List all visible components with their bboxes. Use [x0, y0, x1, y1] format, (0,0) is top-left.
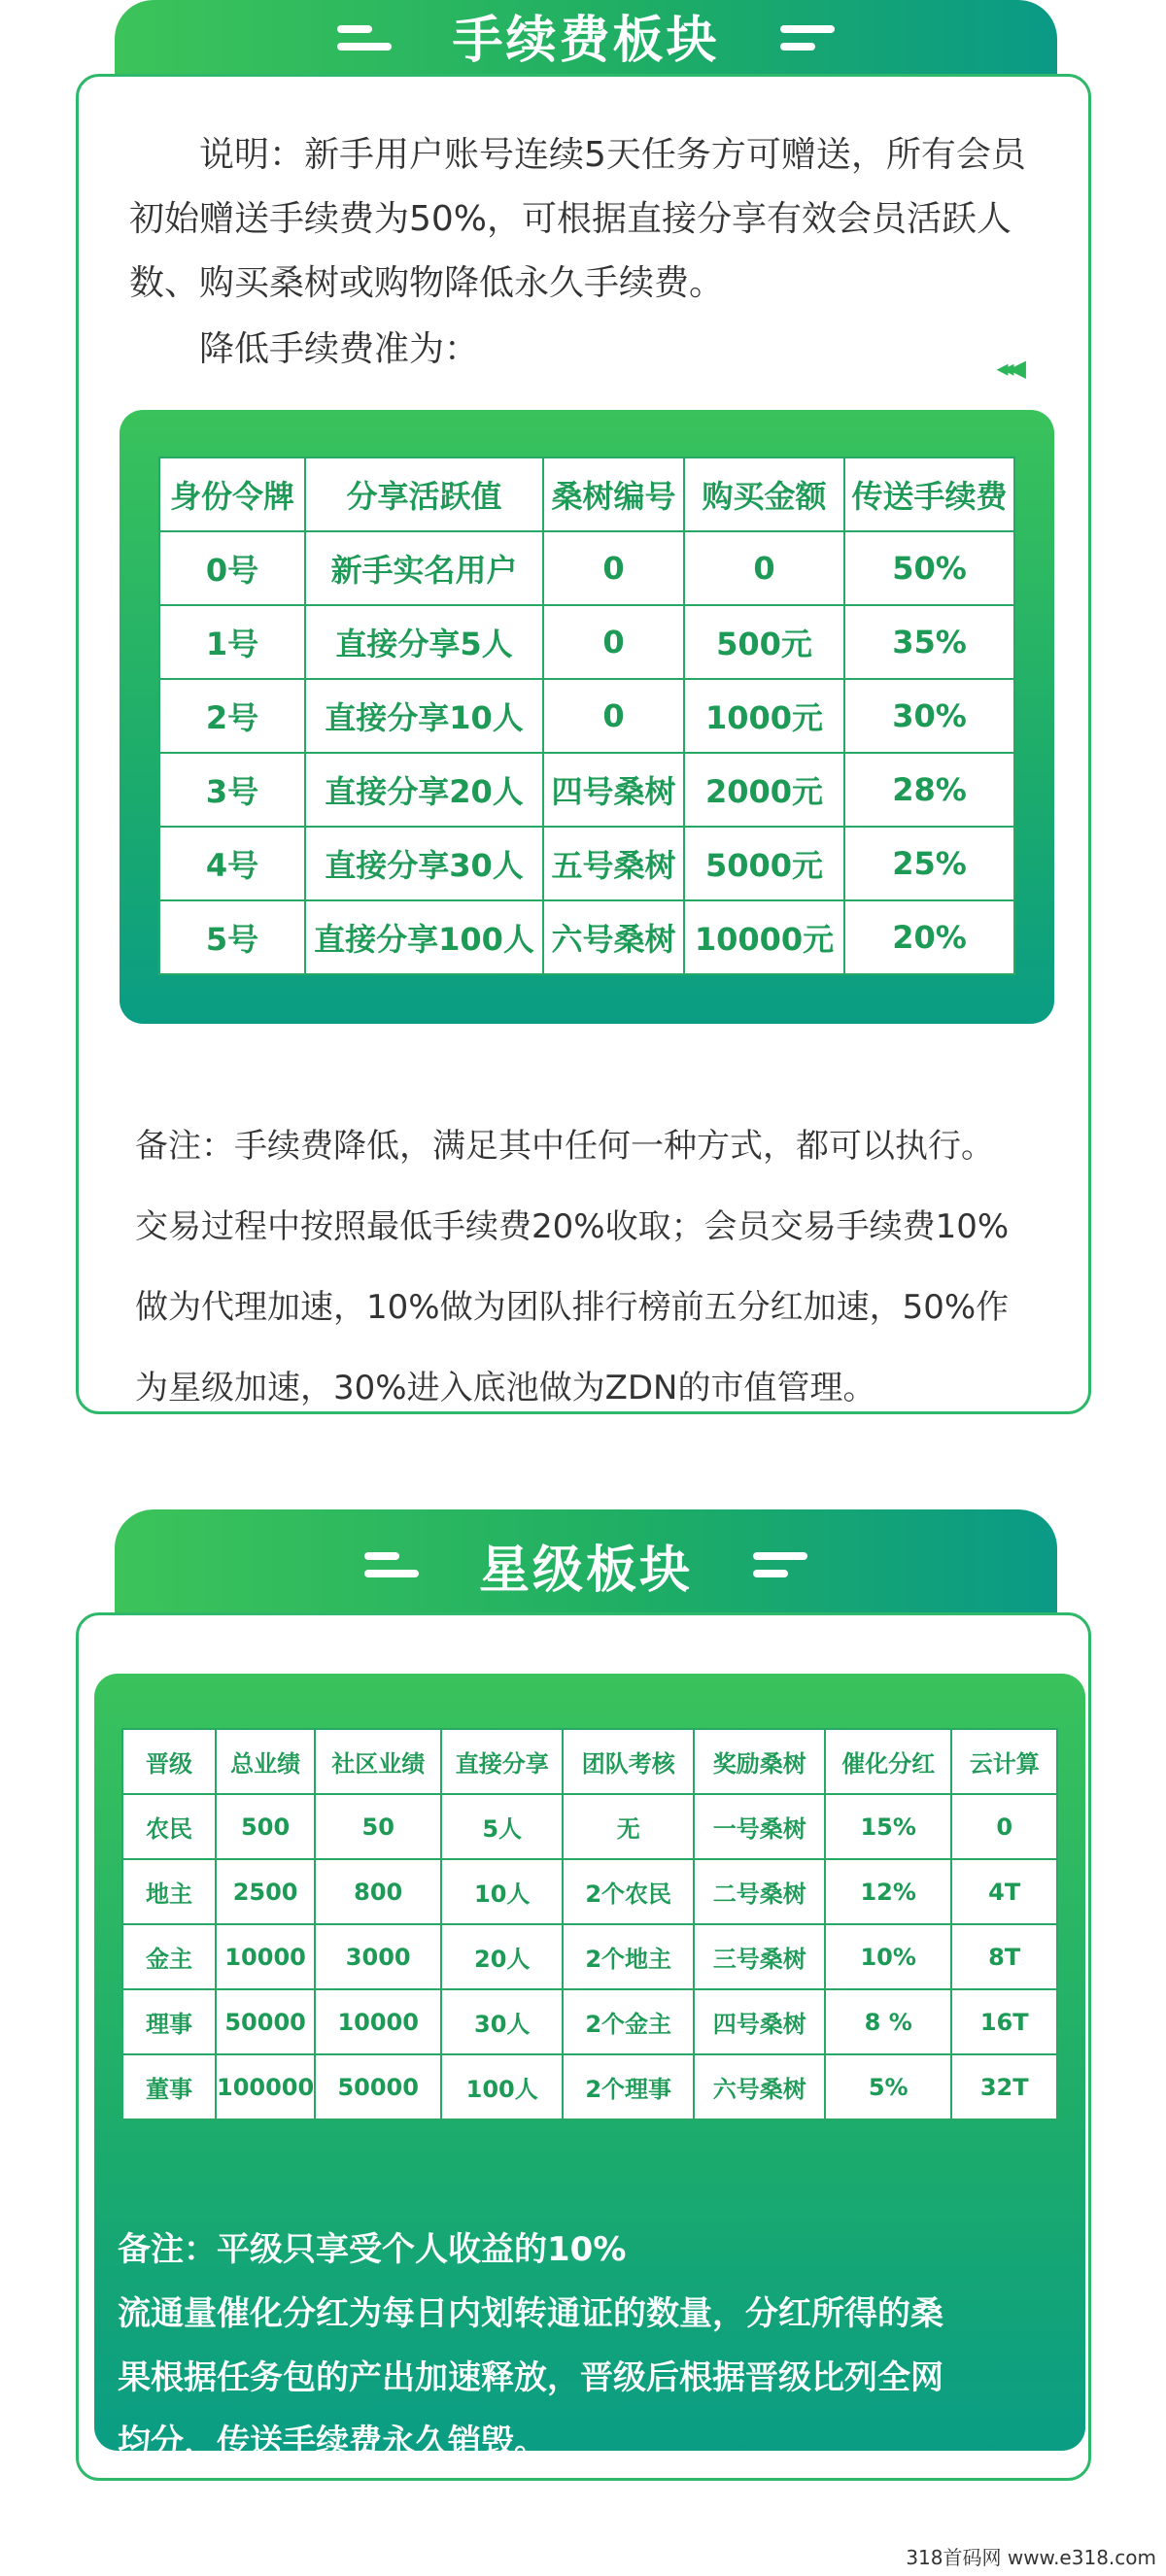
table-cell: 800 [315, 1859, 441, 1924]
table-row [159, 827, 1014, 900]
table-header-cell: 奖励桑树 [694, 1729, 825, 1794]
table-cell: 10000元 [684, 900, 844, 974]
fee-subheading: 降低手续费准为： [199, 329, 480, 369]
table-cell: 六号桑树 [543, 900, 684, 974]
table-header-cell: 分享活跃值 [305, 458, 543, 531]
note-line: 均分，传送手续费永久销毁。 [118, 2423, 547, 2461]
table-cell: 12% [825, 1859, 951, 1924]
table-header-cell: 身份令牌 [159, 458, 305, 531]
table-cell: 新手实名用户 [305, 531, 543, 605]
table-cell: 10000 [315, 1989, 441, 2054]
table-cell: 10% [825, 1924, 951, 1989]
table-cell: 0 [684, 531, 844, 605]
table-cell: 五号桑树 [543, 827, 684, 900]
table-cell: 2500 [216, 1859, 315, 1924]
table-cell: 六号桑树 [694, 2054, 825, 2119]
table-cell: 20人 [441, 1924, 563, 1989]
table-cell: 直接分享10人 [305, 679, 543, 753]
table-header-cell: 社区业绩 [315, 1729, 441, 1794]
table-cell: 50000 [315, 2054, 441, 2119]
title-deco-left-icon [364, 1552, 419, 1577]
table-cell: 2号 [159, 679, 305, 753]
table-header-cell: 直接分享 [441, 1729, 563, 1794]
table-row [159, 679, 1014, 753]
watermark-footer: 318首码网 www.e318.com [906, 2546, 1156, 2569]
table-row [122, 1859, 1057, 1924]
table-cell: 地主 [122, 1859, 216, 1924]
table-cell: 农民 [122, 1794, 216, 1859]
table-cell: 0 [951, 1794, 1057, 1859]
table-cell: 3号 [159, 753, 305, 827]
table-cell: 三号桑树 [694, 1924, 825, 1989]
table-cell: 直接分享100人 [305, 900, 543, 974]
table-header-cell: 总业绩 [216, 1729, 315, 1794]
table-row [159, 531, 1014, 605]
star-table-box [94, 1674, 1085, 2461]
table-cell: 25% [844, 827, 1014, 900]
table-cell: 500元 [684, 605, 844, 679]
table-cell: 30% [844, 679, 1014, 753]
table-cell: 50000 [216, 1989, 315, 2054]
table-cell: 金主 [122, 1924, 216, 1989]
table-cell: 3000 [315, 1924, 441, 1989]
table-cell: 5000元 [684, 827, 844, 900]
title-deco-left-icon [337, 25, 392, 51]
fee-table [158, 457, 1015, 975]
title-deco-right-icon [753, 1552, 807, 1577]
fee-notes [135, 1106, 1051, 1429]
table-cell: 1号 [159, 605, 305, 679]
table-cell: 100000 [216, 2054, 315, 2119]
star-section-tab [115, 1509, 1057, 1620]
table-cell: 50 [315, 1794, 441, 1859]
fee-section-tab [115, 0, 1057, 76]
table-row [122, 1989, 1057, 2054]
fee-intro-text: 说明：新手用户账号连续5天任务方可赠送，所有会员初始赠送手续费为50%，可根据直接分享有效会员活跃人数、购买桑树或购物降低永久手续费。 [129, 135, 1026, 303]
table-cell: 35% [844, 605, 1014, 679]
table-header-cell: 团队考核 [563, 1729, 694, 1794]
table-row [159, 900, 1014, 974]
table-cell: 0号 [159, 531, 305, 605]
arrows-left-icon: ◂◂◀ [996, 355, 1020, 382]
table-cell: 直接分享30人 [305, 827, 543, 900]
table-cell: 30人 [441, 1989, 563, 2054]
table-cell: 2个金主 [563, 1989, 694, 2054]
table-cell: 10人 [441, 1859, 563, 1924]
table-header-cell: 桑树编号 [543, 458, 684, 531]
table-cell: 32T [951, 2054, 1057, 2119]
note-line: 为星级加速，30%进入底池做为ZDN的市值管理。 [135, 1369, 876, 1407]
table-header-cell: 传送手续费 [844, 458, 1014, 531]
table-cell: 20% [844, 900, 1014, 974]
table-cell: 5人 [441, 1794, 563, 1859]
table-cell: 四号桑树 [543, 753, 684, 827]
table-cell: 2个理事 [563, 2054, 694, 2119]
note-line: 备注：平级只享受个人收益的10% [118, 2230, 627, 2269]
note-line: 果根据任务包的产出加速释放，晋级后根据晋级比列全网 [118, 2358, 943, 2397]
table-cell: 0 [543, 531, 684, 605]
note-line: 备注：手续费降低，满足其中任何一种方式，都可以执行。 [135, 1127, 994, 1166]
table-cell: 2000元 [684, 753, 844, 827]
note-line: 做为代理加速，10%做为团队排行榜前五分红加速，50%作 [135, 1288, 1010, 1327]
note-line: 流通量催化分红为每日内划转通证的数量，分红所得的桑 [118, 2294, 943, 2333]
table-cell: 直接分享5人 [305, 605, 543, 679]
table-cell: 无 [563, 1794, 694, 1859]
title-deco-right-icon [780, 25, 835, 51]
table-cell: 10000 [216, 1924, 315, 1989]
table-cell: 100人 [441, 2054, 563, 2119]
table-cell: 董事 [122, 2054, 216, 2119]
table-cell: 理事 [122, 1989, 216, 2054]
star-section-title: 星级板块 [478, 1541, 693, 1600]
table-row [159, 605, 1014, 679]
fee-table-box [120, 410, 1054, 1024]
table-cell: 4T [951, 1859, 1057, 1924]
table-cell: 直接分享20人 [305, 753, 543, 827]
table-cell: 28% [844, 753, 1014, 827]
table-row [122, 1924, 1057, 1989]
table-row [122, 1794, 1057, 1859]
table-cell: 8T [951, 1924, 1057, 1989]
note-line: 交易过程中按照最低手续费20%收取；会员交易手续费10% [135, 1207, 1010, 1246]
table-cell: 0 [543, 679, 684, 753]
table-header-cell: 云计算 [951, 1729, 1057, 1794]
table-cell: 四号桑树 [694, 1989, 825, 2054]
table-cell: 4号 [159, 827, 305, 900]
table-cell: 500 [216, 1794, 315, 1859]
table-header-cell: 晋级 [122, 1729, 216, 1794]
star-notes [118, 2218, 1062, 2474]
table-header-cell: 催化分红 [825, 1729, 951, 1794]
table-row [159, 753, 1014, 827]
star-section-panel [76, 1612, 1091, 2481]
table-cell: 二号桑树 [694, 1859, 825, 1924]
table-header-cell: 购买金额 [684, 458, 844, 531]
table-header-row [122, 1729, 1057, 1794]
table-cell: 8 % [825, 1989, 951, 2054]
table-cell: 5号 [159, 900, 305, 974]
table-cell: 16T [951, 1989, 1057, 2054]
table-cell: 2个农民 [563, 1859, 694, 1924]
table-cell: 50% [844, 531, 1014, 605]
star-table [121, 1728, 1058, 2120]
table-cell: 2个地主 [563, 1924, 694, 1989]
table-cell: 5% [825, 2054, 951, 2119]
table-cell: 0 [543, 605, 684, 679]
table-row [122, 2054, 1057, 2119]
fee-section-title: 手续费板块 [452, 11, 720, 70]
fee-section-panel [76, 74, 1091, 1414]
table-cell: 1000元 [684, 679, 844, 753]
table-header-row [159, 458, 1014, 531]
table-cell: 一号桑树 [694, 1794, 825, 1859]
table-cell: 15% [825, 1794, 951, 1859]
